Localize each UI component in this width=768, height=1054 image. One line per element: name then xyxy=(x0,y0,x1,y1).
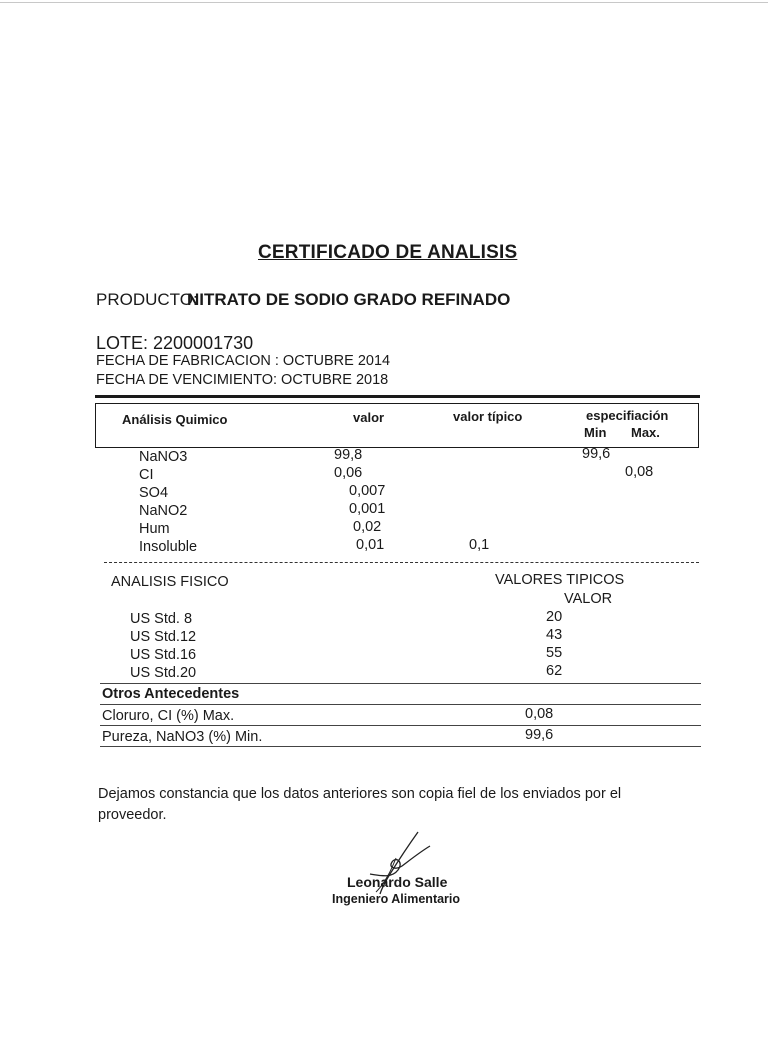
physical-row-value: 55 xyxy=(546,645,563,661)
chem-row-tipico: 0,1 xyxy=(469,537,490,553)
table-rule xyxy=(100,746,701,747)
physical-row-name: US Std.16 xyxy=(130,647,197,663)
otros-row-value: 99,6 xyxy=(525,727,554,743)
product-label: PRODUCTO: xyxy=(96,290,198,309)
table-rule xyxy=(100,704,701,705)
valores-tipicos-header: VALORES TIPICOS xyxy=(495,572,625,588)
chem-row-name: NaNO3 xyxy=(139,449,188,465)
signer-name: Leonardo Salle xyxy=(347,874,448,890)
table-rule xyxy=(100,683,701,684)
chem-row-name: SO4 xyxy=(139,485,169,501)
chem-row-valor: 0,06 xyxy=(334,465,363,481)
otros-header: Otros Antecedentes xyxy=(102,686,240,702)
otros-row-value: 0,08 xyxy=(525,706,554,722)
header-valor-tipico: valor típico xyxy=(453,409,523,424)
dashed-divider xyxy=(104,562,699,563)
header-analisis: Análisis Quimico xyxy=(122,412,228,427)
document-title: CERTIFICADO DE ANALISIS xyxy=(258,242,518,263)
chem-row-valor: 0,007 xyxy=(349,483,386,499)
physical-row-name: US Std. 8 xyxy=(130,611,193,627)
manufacture-date: FECHA DE FABRICACION : OCTUBRE 2014 xyxy=(96,353,391,369)
valor-header: VALOR xyxy=(564,591,613,607)
note-line-2: proveedor. xyxy=(98,807,167,823)
lot-number: LOTE: 2200001730 xyxy=(96,333,254,353)
scan-top-edge xyxy=(0,2,768,3)
physical-header: ANALISIS FISICO xyxy=(111,574,229,590)
physical-row-value: 43 xyxy=(546,627,563,643)
chem-row-max: 0,08 xyxy=(625,464,654,480)
section-divider xyxy=(95,395,700,398)
chem-row-valor: 0,01 xyxy=(356,537,385,553)
product-name: NITRATO DE SODIO GRADO REFINADO xyxy=(187,290,511,309)
chem-row-min: 99,6 xyxy=(582,446,611,462)
header-max: Max. xyxy=(631,425,660,440)
chem-row-name: Hum xyxy=(139,521,170,537)
table-rule xyxy=(100,725,701,726)
header-especificacion: especifiación xyxy=(586,408,669,423)
chem-row-name: CI xyxy=(139,467,154,483)
otros-row-name: Cloruro, CI (%) Max. xyxy=(102,708,235,724)
note-line-1: Dejamos constancia que los datos anteriores son copia fiel de los enviados por el xyxy=(98,786,622,802)
physical-row-value: 62 xyxy=(546,663,563,679)
physical-row-name: US Std.12 xyxy=(130,629,197,645)
expiry-date: FECHA DE VENCIMIENTO: OCTUBRE 2018 xyxy=(96,372,389,388)
chem-row-name: Insoluble xyxy=(139,539,198,555)
signer-title: Ingeniero Alimentario xyxy=(332,892,461,906)
chem-row-valor: 0,001 xyxy=(349,501,386,517)
chem-row-name: NaNO2 xyxy=(139,503,188,519)
otros-row-name: Pureza, NaNO3 (%) Min. xyxy=(102,729,263,745)
physical-row-value: 20 xyxy=(546,609,563,625)
chem-row-valor: 99,8 xyxy=(334,447,363,463)
chem-row-valor: 0,02 xyxy=(353,519,382,535)
header-valor: valor xyxy=(353,410,385,425)
physical-row-name: US Std.20 xyxy=(130,665,197,681)
header-min: Min xyxy=(584,425,607,440)
